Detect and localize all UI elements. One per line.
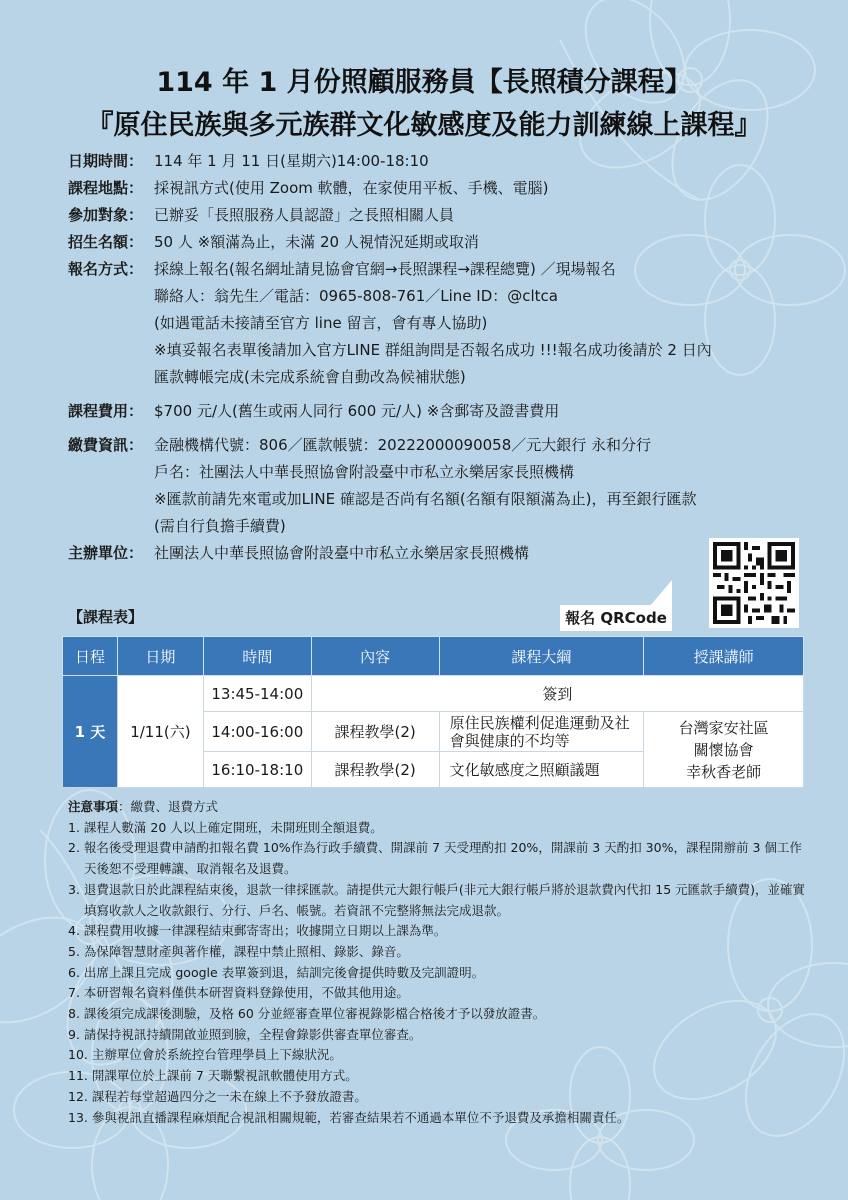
cell-outline: 文化敏感度之照顧議題 [439,752,644,788]
info-target [68,202,828,229]
notes-heading-rest: ：繳費、退費方式 [118,799,219,814]
note-item: 6. 出席上課且完成 google 表單簽到退，結訓完後會提供時數及完訓證明。 [68,964,485,980]
info-register [68,256,828,283]
register-contact: 聯絡人：翁先生／電話：0965-808-761／Line ID：@cltca [154,287,558,305]
info-payment [68,432,828,459]
cell-time: 16:10-18:10 [203,752,311,788]
pay-note-1: ※匯款前請先來電或加LINE 確認是否尚有名額(名額有限額滿為止)，再至銀行匯款 [154,490,697,508]
fee-label: 課程費用： [68,402,144,420]
target-label: 參加對象： [68,206,144,224]
cell-time: 14:00-16:00 [203,712,311,752]
pay-label: 繳費資訊： [68,436,144,454]
info-fee [68,398,828,425]
note-item: 7. 本研習報名資料僅供本研習資料登錄使用，不做其他用途。 [68,985,409,1001]
qr-code[interactable] [709,538,799,628]
register-label: 報名方式： [68,260,144,278]
header-teacher: 授課講師 [644,637,804,676]
cell-day: 1 天 [63,676,118,788]
table-row [63,676,804,712]
header-outline: 課程大綱 [439,637,644,676]
note-item: 2. 報名後受理退費申請酌扣報名費 10%作為行政手續費、開課前 7 天受理酌扣 20%，開課前 3 天酌扣 30%，課程開辦前 3 個工作天後恕不受理轉讓、取消報名及退費。 [68,840,802,877]
date-value: 114 年 1 月 11 日(星期六)14:00-18:10 [154,152,429,170]
cell-teacher [644,712,804,788]
target-value: 已辦妥「長照服務人員認證」之長照相關人員 [154,206,455,224]
teacher-line-3: 幸秋香老師 [686,762,762,781]
schedule-header-row [63,637,804,676]
title-line-2: 『原住民族與多元族群文化敏感度及能力訓練線上課程』 [86,110,762,141]
cell-outline: 原住民族權利促進運動及社會與健康的不均等 [439,712,644,752]
pay-value: 金融機構代號：806／匯款帳號：20222000090058／元大銀行 永和分行 [154,436,652,454]
info-place [68,175,828,202]
fee-value: $700 元/人(舊生或兩人同行 600 元/人) ※含郵寄及證書費用 [154,402,560,420]
note-item: 5. 為保障智慧財產與著作權，課程中禁止照相、錄影、錄音。 [68,943,409,959]
quota-label: 招生名額： [68,233,144,251]
notes-section [68,797,808,1128]
cell-time: 13:45-14:00 [203,676,311,712]
host-label: 主辦單位： [68,544,144,562]
note-item: 13. 參與視訊直播課程麻煩配合視訊相關規範，若審查結果若不通過本單位不予退費及承擔相關責任。 [68,1109,630,1125]
note-item: 1. 課程人數滿 20 人以上確定開班，未開班則全額退費。 [68,819,383,835]
cell-content: 課程教學(2) [311,752,439,788]
header-time: 時間 [203,637,311,676]
header-date: 日期 [117,637,203,676]
info-quota [68,229,828,256]
note-item: 10. 主辦單位會於系統控台管理學員上下線狀況。 [68,1047,342,1063]
qr-code-icon [713,542,795,624]
place-label: 課程地點： [68,179,144,197]
title-line-1: 114 年 1 月份照顧服務員【長照積分課程】 [156,67,692,98]
note-item: 4. 課程費用收據一律課程結束郵寄寄出；收據開立日期以上課為準。 [68,923,447,939]
course-info [68,148,828,567]
note-item: 9. 請保持視訊持續開啟並照到臉，全程會錄影供審查單位審查。 [68,1026,422,1042]
qr-label: 報名 QRCode [560,605,672,631]
note-item: 3. 退費退款日於此課程結束後，退款一律採匯款。請提供元大銀行帳戶(非元大銀行帳戶將於退款費內代扣 15 元匯款手續費)，並確實填寫收款人之收款銀行、分行、戶名、帳號。若資訊不完整將無法完成退款。 [68,881,806,918]
quota-value: 50 人 ※額滿為止，未滿 20 人視情況延期或取消 [154,233,479,251]
schedule-title: 【課程表】 [68,608,144,626]
cell-date: 1/11(六) [117,676,203,788]
notes-heading-bold: 注意事項 [68,799,119,814]
header-content: 內容 [311,637,439,676]
schedule-table [62,636,804,788]
register-note-2: 匯款轉帳完成(未完成系統會自動改為候補狀態) [154,368,466,386]
host-value: 社團法人中華長照協會附設臺中市私立永樂居家長照機構 [154,544,530,562]
info-date [68,148,828,175]
teacher-line-1: 台灣家安社區 [678,718,769,737]
notes-heading [68,797,808,818]
register-value: 採線上報名(報名網址請見協會官網→長照課程→課程總覽) ／現場報名 [154,260,616,278]
qr-label-pointer [650,580,672,606]
note-item: 8. 課後須完成課後測驗，及格 60 分並經審查單位審視錄影檔合格後才予以發放證書。 [68,1006,546,1022]
teacher-line-2: 關懷協會 [693,740,754,759]
pay-note-2: (需自行負擔手續費) [154,517,286,535]
register-line-note: (如遇電話未接請至官方 line 留言，會有專人協助) [154,314,488,332]
cell-content: 簽到 [311,676,803,712]
date-label: 日期時間： [68,152,144,170]
register-note-1: ※填妥報名表單後請加入官方LINE 群組詢問是否報名成功 !!!報名成功後請於 2 日內 [154,341,712,359]
pay-account-name: 戶名：社團法人中華長照協會附設臺中市私立永樂居家長照機構 [154,463,575,481]
place-value: 採視訊方式(使用 Zoom 軟體，在家使用平板、手機、電腦) [154,179,549,197]
note-item: 11. 開課單位於上課前 7 天聯繫視訊軟體使用方式。 [68,1068,358,1084]
cell-content: 課程教學(2) [311,712,439,752]
note-item: 12. 課程若每堂超過四分之一未在線上不予發放證書。 [68,1088,367,1104]
header-day: 日程 [63,637,118,676]
